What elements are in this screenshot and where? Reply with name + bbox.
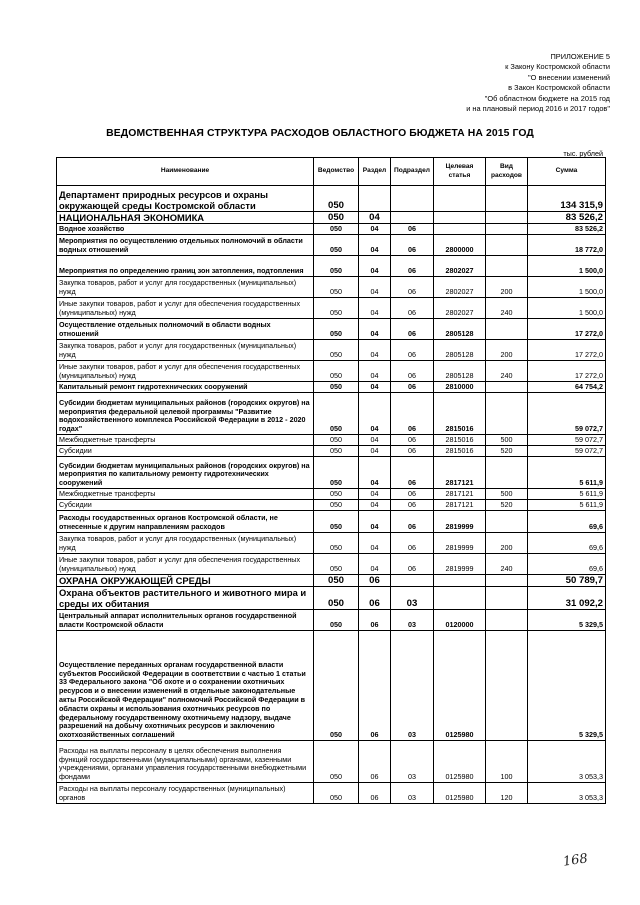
header-subsection: Подраздел [391, 158, 434, 186]
table-row [57, 500, 606, 511]
cell-amount: 69,6 [528, 554, 606, 575]
table-row [57, 575, 606, 587]
header-expense-type: Вид расходов [486, 158, 528, 186]
table-row [57, 382, 606, 393]
cell-department: 050 [314, 741, 359, 783]
table-row [57, 631, 606, 741]
cell-department: 050 [314, 186, 359, 212]
cell-expense-type: 500 [486, 435, 528, 446]
cell-section: 04 [359, 554, 391, 575]
cell-department: 050 [314, 319, 359, 340]
cell-target-article [434, 575, 486, 587]
cell-subsection: 06 [391, 319, 434, 340]
cell-section: 04 [359, 393, 391, 435]
budget-table [56, 157, 606, 804]
cell-target-article: 2815016 [434, 435, 486, 446]
header-name: Наименование [57, 158, 314, 186]
cell-section: 04 [359, 457, 391, 489]
cell-expense-type: 240 [486, 361, 528, 382]
table-row [57, 489, 606, 500]
cell-subsection: 03 [391, 610, 434, 631]
cell-name: Центральный аппарат исполнительных органов государственной власти Костромской области [57, 610, 314, 631]
cell-subsection: 06 [391, 382, 434, 393]
cell-department: 050 [314, 212, 359, 224]
cell-expense-type: 200 [486, 277, 528, 298]
table-row [57, 224, 606, 235]
cell-department: 050 [314, 298, 359, 319]
cell-amount: 18 772,0 [528, 235, 606, 256]
cell-expense-type: 200 [486, 340, 528, 361]
cell-name: Иные закупки товаров, работ и услуг для обеспечения государственных (муниципальных) нужд [57, 554, 314, 575]
cell-expense-type [486, 575, 528, 587]
cell-amount: 50 789,7 [528, 575, 606, 587]
cell-target-article: 2819999 [434, 533, 486, 554]
cell-expense-type: 100 [486, 741, 528, 783]
cell-amount: 59 072,7 [528, 446, 606, 457]
cell-expense-type [486, 235, 528, 256]
cell-name: Осуществление отдельных полномочий в области водных отношений [57, 319, 314, 340]
cell-name: Иные закупки товаров, работ и услуг для обеспечения государственных (муниципальных) нужд [57, 298, 314, 319]
cell-name: Водное хозяйство [57, 224, 314, 235]
cell-target-article [434, 212, 486, 224]
cell-amount: 3 053,3 [528, 741, 606, 783]
cell-subsection: 03 [391, 783, 434, 804]
cell-expense-type: 500 [486, 489, 528, 500]
cell-subsection: 06 [391, 224, 434, 235]
cell-section: 06 [359, 631, 391, 741]
cell-name: Закупка товаров, работ и услуг для государственных (муниципальных) нужд [57, 533, 314, 554]
cell-department: 050 [314, 277, 359, 298]
cell-subsection: 06 [391, 511, 434, 533]
cell-name: Субсидии бюджетам муниципальных районов (городских округов) на мероприятия федеральной целевой программы "Развитие водохозяйственного комплекса Российской Федерации в 2012 - 2020 годах" [57, 393, 314, 435]
cell-target-article: 2805128 [434, 340, 486, 361]
cell-section: 04 [359, 511, 391, 533]
cell-department: 050 [314, 587, 359, 610]
cell-amount: 69,6 [528, 511, 606, 533]
document-title: ВЕДОМСТВЕННАЯ СТРУКТУРА РАСХОДОВ ОБЛАСТНОГО БЮДЖЕТА НА 2015 ГОД [106, 128, 534, 139]
cell-name: ОХРАНА ОКРУЖАЮЩЕЙ СРЕДЫ [57, 575, 314, 587]
cell-section: 04 [359, 319, 391, 340]
cell-subsection: 03 [391, 631, 434, 741]
cell-department: 050 [314, 500, 359, 511]
table-row [57, 212, 606, 224]
cell-target-article: 2817121 [434, 457, 486, 489]
table-body [57, 186, 606, 804]
table-row [57, 319, 606, 340]
cell-target-article: 0125980 [434, 783, 486, 804]
cell-amount: 134 315,9 [528, 186, 606, 212]
cell-expense-type [486, 212, 528, 224]
cell-target-article: 2802027 [434, 256, 486, 277]
cell-department: 050 [314, 382, 359, 393]
cell-amount: 1 500,0 [528, 298, 606, 319]
table-row [57, 435, 606, 446]
cell-section: 04 [359, 224, 391, 235]
cell-amount: 69,6 [528, 533, 606, 554]
table-row [57, 393, 606, 435]
cell-expense-type: 240 [486, 554, 528, 575]
cell-expense-type [486, 457, 528, 489]
cell-name: Межбюджетные трансферты [57, 489, 314, 500]
cell-subsection: 06 [391, 446, 434, 457]
cell-department: 050 [314, 783, 359, 804]
cell-name: Закупка товаров, работ и услуг для государственных (муниципальных) нужд [57, 277, 314, 298]
cell-amount: 17 272,0 [528, 340, 606, 361]
cell-subsection: 03 [391, 587, 434, 610]
cell-expense-type: 120 [486, 783, 528, 804]
cell-subsection: 06 [391, 340, 434, 361]
cell-target-article: 2819999 [434, 511, 486, 533]
cell-target-article: 2817121 [434, 500, 486, 511]
table-row [57, 235, 606, 256]
table-row [57, 783, 606, 804]
cell-department: 050 [314, 631, 359, 741]
cell-department: 050 [314, 511, 359, 533]
cell-section: 04 [359, 340, 391, 361]
cell-subsection: 06 [391, 361, 434, 382]
cell-subsection: 06 [391, 393, 434, 435]
cell-name: Закупка товаров, работ и услуг для государственных (муниципальных) нужд [57, 340, 314, 361]
cell-name: Субсидии [57, 500, 314, 511]
cell-section: 06 [359, 587, 391, 610]
cell-section: 06 [359, 741, 391, 783]
cell-name: Мероприятия по осуществлению отдельных полномочий в области водных отношений [57, 235, 314, 256]
annex-header [310, 52, 610, 114]
table-row [57, 457, 606, 489]
cell-amount: 5 611,9 [528, 489, 606, 500]
table-row [57, 298, 606, 319]
cell-department: 050 [314, 435, 359, 446]
cell-name: Иные закупки товаров, работ и услуг для обеспечения государственных (муниципальных) нужд [57, 361, 314, 382]
cell-expense-type: 200 [486, 533, 528, 554]
annex-line: "О внесении изменений [528, 72, 610, 82]
cell-subsection: 06 [391, 457, 434, 489]
cell-target-article: 0125980 [434, 741, 486, 783]
table-row [57, 554, 606, 575]
cell-target-article: 2802027 [434, 298, 486, 319]
cell-expense-type [486, 587, 528, 610]
cell-amount: 5 329,5 [528, 631, 606, 741]
cell-name: Субсидии [57, 446, 314, 457]
cell-subsection: 06 [391, 435, 434, 446]
cell-target-article: 2805128 [434, 361, 486, 382]
cell-section: 04 [359, 382, 391, 393]
cell-target-article [434, 587, 486, 610]
cell-name: Расходы на выплаты персоналу государственных (муниципальных) органов [57, 783, 314, 804]
cell-section: 06 [359, 575, 391, 587]
cell-section: 04 [359, 489, 391, 500]
cell-target-article: 2819999 [434, 554, 486, 575]
cell-subsection: 06 [391, 533, 434, 554]
table-row [57, 533, 606, 554]
cell-amount: 5 611,9 [528, 500, 606, 511]
units-label: тыс. рублей [563, 149, 603, 158]
cell-section: 04 [359, 212, 391, 224]
cell-amount: 17 272,0 [528, 319, 606, 340]
cell-section: 04 [359, 277, 391, 298]
annex-line: в Закон Костромской области [508, 83, 610, 93]
cell-amount: 5 329,5 [528, 610, 606, 631]
cell-department: 050 [314, 361, 359, 382]
cell-amount: 31 092,2 [528, 587, 606, 610]
cell-department: 050 [314, 575, 359, 587]
cell-subsection: 06 [391, 256, 434, 277]
cell-amount: 83 526,2 [528, 224, 606, 235]
cell-name: Капитальный ремонт гидротехнических сооружений [57, 382, 314, 393]
cell-department: 050 [314, 489, 359, 500]
cell-department: 050 [314, 610, 359, 631]
cell-department: 050 [314, 446, 359, 457]
table-row [57, 610, 606, 631]
cell-expense-type [486, 224, 528, 235]
annex-line: к Закону Костромской области [505, 62, 610, 72]
cell-section: 04 [359, 298, 391, 319]
cell-department: 050 [314, 554, 359, 575]
cell-subsection: 06 [391, 298, 434, 319]
cell-amount: 1 500,0 [528, 277, 606, 298]
table-row [57, 256, 606, 277]
cell-department: 050 [314, 533, 359, 554]
cell-subsection: 06 [391, 489, 434, 500]
cell-target-article: 2815016 [434, 393, 486, 435]
cell-subsection: 03 [391, 741, 434, 783]
table-row [57, 277, 606, 298]
table-row [57, 361, 606, 382]
header-department: Ведомство [314, 158, 359, 186]
cell-amount: 83 526,2 [528, 212, 606, 224]
cell-section: 04 [359, 533, 391, 554]
cell-expense-type: 520 [486, 446, 528, 457]
table-row [57, 511, 606, 533]
cell-subsection: 06 [391, 554, 434, 575]
cell-expense-type [486, 186, 528, 212]
cell-target-article: 2810000 [434, 382, 486, 393]
cell-subsection: 06 [391, 500, 434, 511]
annex-line: ПРИЛОЖЕНИЕ 5 [550, 52, 610, 61]
cell-target-article: 2805128 [434, 319, 486, 340]
cell-name: Охрана объектов растительного и животного мира и среды их обитания [57, 587, 314, 610]
cell-section: 06 [359, 783, 391, 804]
cell-section [359, 186, 391, 212]
cell-section: 04 [359, 361, 391, 382]
cell-target-article: 0125980 [434, 631, 486, 741]
cell-expense-type [486, 511, 528, 533]
cell-amount: 17 272,0 [528, 361, 606, 382]
table-row [57, 340, 606, 361]
cell-name: НАЦИОНАЛЬНАЯ ЭКОНОМИКА [57, 212, 314, 224]
cell-name: Департамент природных ресурсов и охраны окружающей среды Костромской области [57, 186, 314, 212]
cell-section: 04 [359, 235, 391, 256]
annex-line: и на плановый период 2016 и 2017 годов" [466, 104, 610, 114]
cell-amount: 64 754,2 [528, 382, 606, 393]
cell-subsection: 06 [391, 277, 434, 298]
cell-subsection [391, 575, 434, 587]
cell-name: Расходы на выплаты персоналу в целях обеспечения выполнения функций государственными (муниципальными) органами, казенными учреждениями, органами управления государственными внебюджетными фондами [57, 741, 314, 783]
cell-subsection [391, 212, 434, 224]
cell-target-article: 2815016 [434, 446, 486, 457]
cell-expense-type [486, 631, 528, 741]
cell-expense-type [486, 393, 528, 435]
cell-amount: 5 611,9 [528, 457, 606, 489]
page-number: 168 [562, 851, 589, 870]
cell-target-article [434, 186, 486, 212]
table-row [57, 587, 606, 610]
cell-amount: 1 500,0 [528, 256, 606, 277]
cell-expense-type [486, 382, 528, 393]
cell-subsection: 06 [391, 235, 434, 256]
cell-target-article: 2800000 [434, 235, 486, 256]
cell-department: 050 [314, 256, 359, 277]
cell-subsection [391, 186, 434, 212]
annex-line: "Об областном бюджете на 2015 год [484, 93, 610, 103]
table-header-row [57, 158, 606, 186]
cell-section: 04 [359, 500, 391, 511]
cell-target-article: 2817121 [434, 489, 486, 500]
cell-department: 050 [314, 235, 359, 256]
cell-target-article [434, 224, 486, 235]
cell-section: 04 [359, 446, 391, 457]
header-target-article: Целевая статья [434, 158, 486, 186]
cell-expense-type: 520 [486, 500, 528, 511]
cell-amount: 59 072,7 [528, 435, 606, 446]
cell-name: Межбюджетные трансферты [57, 435, 314, 446]
cell-target-article: 2802027 [434, 277, 486, 298]
cell-target-article: 0120000 [434, 610, 486, 631]
cell-department: 050 [314, 224, 359, 235]
cell-expense-type [486, 319, 528, 340]
cell-section: 04 [359, 256, 391, 277]
header-section: Раздел [359, 158, 391, 186]
header-amount: Сумма [528, 158, 606, 186]
cell-department: 050 [314, 457, 359, 489]
cell-amount: 3 053,3 [528, 783, 606, 804]
cell-name: Субсидии бюджетам муниципальных районов (городских округов) на мероприятия по капитальному ремонту гидротехнических сооружений [57, 457, 314, 489]
cell-expense-type [486, 610, 528, 631]
cell-name: Осуществление переданных органам государственной власти субъектов Российской Федерации в соответствии с частью 1 статьи 33 Федерального закона "Об охоте и о сохранении охотничьих ресурсов и о внесении изменений в отдельные законодательные акты Российской Федерации" полномочий Российской Федерации в области охраны и использования охотничьих ресурсов по федеральному государственному охотничьему надзору, выдаче разрешений на добычу охотничьих ресурсов и заключению охотхозяйственных соглашений [57, 631, 314, 741]
cell-name: Расходы государственных органов Костромской области, не отнесенные к другим направлениям расходов [57, 511, 314, 533]
cell-expense-type [486, 256, 528, 277]
table-row [57, 446, 606, 457]
table-row [57, 186, 606, 212]
cell-amount: 59 072,7 [528, 393, 606, 435]
cell-expense-type: 240 [486, 298, 528, 319]
cell-department: 050 [314, 340, 359, 361]
table-row [57, 741, 606, 783]
cell-department: 050 [314, 393, 359, 435]
cell-name: Мероприятия по определению границ зон затопления, подтопления [57, 256, 314, 277]
cell-section: 06 [359, 610, 391, 631]
cell-section: 04 [359, 435, 391, 446]
